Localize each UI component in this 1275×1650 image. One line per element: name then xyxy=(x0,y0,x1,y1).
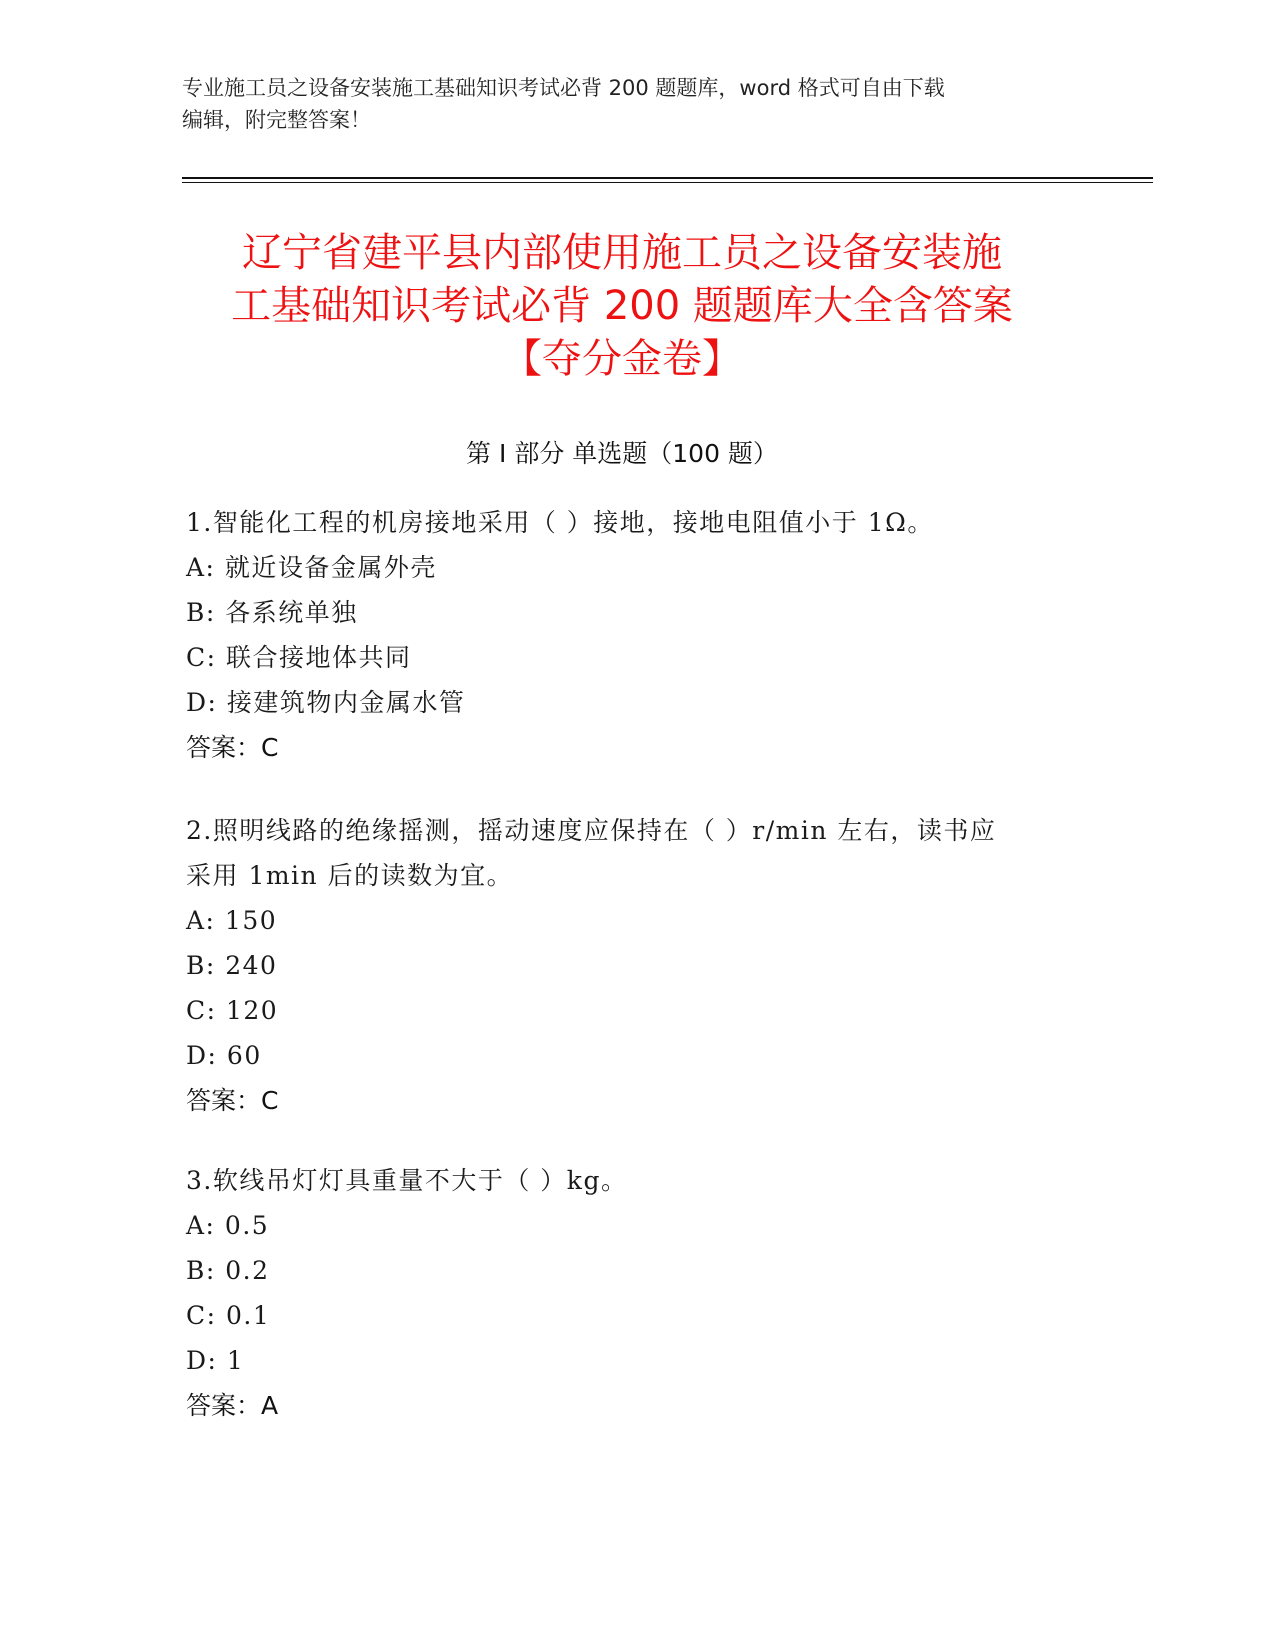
answer: 答案：C xyxy=(186,733,279,762)
option-b: B: 各系统单独 xyxy=(186,598,358,627)
header-note-line-2: 编辑，附完整答案！ xyxy=(182,108,371,132)
question-stem-line-1: 2.照明线路的绝缘摇测，摇动速度应保持在（ ）r/min 左右，读书应 xyxy=(186,816,997,845)
option-c: C: 120 xyxy=(186,996,279,1025)
option-a: A: 就近设备金属外壳 xyxy=(186,553,437,582)
question-2 xyxy=(186,808,1066,1123)
option-d: D: 60 xyxy=(186,1041,262,1070)
question-1 xyxy=(186,500,1066,770)
title-line-2: 工基础知识考试必背 200 题题库大全含答案 xyxy=(231,283,1013,329)
document-title xyxy=(182,227,1062,386)
title-line-1: 辽宁省建平县内部使用施工员之设备安装施 xyxy=(242,230,1002,276)
option-c: C: 联合接地体共同 xyxy=(186,643,412,672)
header-note xyxy=(182,72,1062,136)
option-a: A: 0.5 xyxy=(186,1211,270,1240)
question-3 xyxy=(186,1158,1066,1428)
option-b: B: 240 xyxy=(186,951,278,980)
question-stem: 3.软线吊灯灯具重量不大于（ ）kg。 xyxy=(186,1166,628,1195)
option-c: C: 0.1 xyxy=(186,1301,271,1330)
option-d: D: 1 xyxy=(186,1346,245,1375)
title-line-3: 【夺分金卷】 xyxy=(502,336,742,382)
question-stem-line-2: 采用 1min 后的读数为宜。 xyxy=(186,861,514,890)
answer: 答案：C xyxy=(186,1086,279,1115)
answer: 答案：A xyxy=(186,1391,279,1420)
header-note-line-1: 专业施工员之设备安装施工基础知识考试必背 200 题题库，word 格式可自由下载 xyxy=(182,76,945,100)
header-rule-thick xyxy=(182,177,1153,179)
option-b: B: 0.2 xyxy=(186,1256,270,1285)
option-a: A: 150 xyxy=(186,906,278,935)
question-stem: 1.智能化工程的机房接地采用（ ）接地，接地电阻值小于 1Ω。 xyxy=(186,508,934,537)
section-heading: 第 I 部分 单选题（100 题） xyxy=(466,439,778,468)
header-rule-thin xyxy=(182,182,1153,183)
option-d: D: 接建筑物内金属水管 xyxy=(186,688,466,717)
